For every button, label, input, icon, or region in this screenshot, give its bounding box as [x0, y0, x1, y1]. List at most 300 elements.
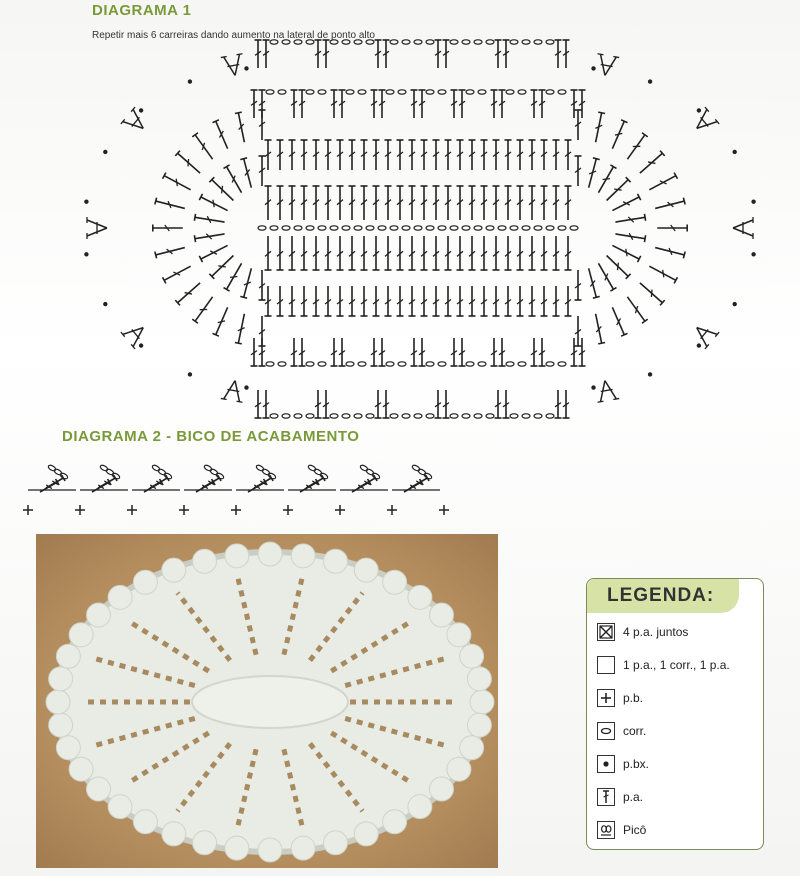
- diagram-1-chart: [0, 0, 800, 420]
- chain-symbol: [306, 414, 314, 418]
- chain-symbol: [417, 468, 426, 476]
- double-crochet-symbol: [529, 186, 536, 220]
- chain-symbol: [307, 464, 316, 472]
- double-crochet-symbol: [529, 140, 536, 170]
- chain-symbol: [426, 414, 434, 418]
- diagram-2-title: DIAGRAMA 2 - BICO DE ACABAMENTO: [62, 428, 360, 445]
- double-crochet-symbol: [611, 194, 641, 214]
- chain-symbol: [346, 362, 354, 366]
- double-crochet-symbol: [565, 186, 572, 220]
- double-crochet-symbol: [397, 236, 404, 270]
- double-crochet-symbol: [541, 286, 548, 316]
- double-crochet-symbol: [451, 90, 458, 118]
- foundation-chain: [366, 226, 374, 230]
- doily-scallop: [354, 558, 378, 582]
- double-crochet-symbol: [385, 286, 392, 316]
- double-crochet-symbol: [541, 140, 548, 170]
- legend-label: 1 p.a., 1 corr., 1 p.a.: [623, 658, 730, 672]
- double-crochet-symbol: [457, 286, 464, 316]
- double-crochet-symbol: [331, 338, 338, 366]
- double-crochet-symbol: [291, 338, 298, 366]
- double-crochet-symbol: [493, 186, 500, 220]
- slip-stitch-symbol: [697, 108, 701, 112]
- chain-symbol: [330, 414, 338, 418]
- doily-scallop: [383, 570, 407, 594]
- double-crochet-symbol: [469, 236, 476, 270]
- doily-scallop: [108, 585, 132, 609]
- chain-symbol: [53, 468, 62, 476]
- double-crochet-symbol: [575, 270, 582, 300]
- double-crochet-symbol: [383, 390, 390, 418]
- double-crochet-symbol: [265, 140, 272, 170]
- double-crochet-symbol: [625, 133, 648, 161]
- doily-scallop: [133, 570, 157, 594]
- double-crochet-symbol: [565, 286, 572, 316]
- foundation-chain: [378, 226, 386, 230]
- double-crochet-symbol: [541, 186, 548, 220]
- stitch-row-3: [265, 140, 572, 170]
- chain-symbol: [438, 362, 446, 366]
- double-crochet-symbol: [212, 120, 230, 150]
- edging-repeat-7: [335, 464, 388, 515]
- double-crochet-symbol: [301, 286, 308, 316]
- double-crochet-symbol: [611, 242, 641, 262]
- chain-symbol: [270, 40, 278, 44]
- double-crochet-symbol: [315, 390, 322, 418]
- slip-stitch-symbol: [244, 66, 248, 70]
- legend-title: LEGENDA:: [607, 585, 715, 606]
- edging-repeat-4: [179, 464, 232, 515]
- double-crochet-symbol: [313, 140, 320, 170]
- double-crochet-symbol: [259, 316, 266, 346]
- slip-stitch-symbol: [732, 302, 736, 306]
- double-crochet-symbol: [212, 306, 230, 336]
- foundation-chain: [318, 226, 326, 230]
- double-crochet-symbol: [495, 40, 502, 68]
- edging-repeat-2: [75, 464, 128, 515]
- double-crochet-symbol: [277, 236, 284, 270]
- foundation-chain: [270, 226, 278, 230]
- double-crochet-symbol: [361, 286, 368, 316]
- double-crochet-symbol: [615, 214, 646, 226]
- double-crochet-symbol: [224, 165, 245, 194]
- double-crochet-symbol: [251, 90, 258, 118]
- slip-stitch-symbol: [103, 302, 107, 306]
- legend-row: [597, 623, 757, 645]
- diagram-1-title: DIAGRAMA 1: [92, 2, 192, 19]
- foundation-chain: [462, 226, 470, 230]
- double-crochet-symbol: [277, 286, 284, 316]
- double-crochet-symbol: [433, 236, 440, 270]
- chain-symbol: [47, 464, 56, 472]
- cluster-symbol: [690, 319, 719, 349]
- chain-symbol: [522, 414, 530, 418]
- double-crochet-symbol: [541, 236, 548, 270]
- doily-scallop: [49, 667, 73, 691]
- double-crochet-symbol: [331, 90, 338, 118]
- chain-symbol: [157, 468, 166, 476]
- chain-symbol: [386, 362, 394, 366]
- slip-stitch-symbol: [84, 200, 88, 204]
- chain-symbol: [546, 362, 554, 366]
- double-crochet-symbol: [529, 286, 536, 316]
- doily-scallop: [225, 836, 249, 860]
- slip-stitch-symbol: [188, 79, 192, 83]
- double-crochet-symbol: [192, 295, 215, 323]
- double-crochet-symbol: [301, 236, 308, 270]
- chain-symbol: [474, 414, 482, 418]
- double-crochet-symbol: [481, 186, 488, 220]
- doily-scallop: [467, 713, 491, 737]
- doily-scallop: [354, 822, 378, 846]
- foundation-chain: [474, 226, 482, 230]
- edging-repeat-5: [231, 464, 284, 515]
- double-crochet-symbol: [265, 186, 272, 220]
- double-crochet-symbol: [638, 151, 665, 176]
- slip-stitch-symbol: [591, 385, 595, 389]
- cluster-symbol: [594, 54, 619, 78]
- legend-label: p.a.: [623, 790, 644, 804]
- foundation-chain: [402, 226, 410, 230]
- chain-symbol: [278, 90, 286, 94]
- chain-symbol: [411, 464, 420, 472]
- double-crochet-symbol: [563, 40, 570, 68]
- chain-symbol: [486, 414, 494, 418]
- double-crochet-symbol: [349, 286, 356, 316]
- double-crochet-symbol: [592, 112, 605, 143]
- double-crochet-symbol: [325, 140, 332, 170]
- double-crochet-symbol: [419, 338, 426, 366]
- double-crochet-symbol: [421, 236, 428, 270]
- double-crochet-symbol: [433, 140, 440, 170]
- legend-row: [597, 656, 757, 678]
- double-crochet-symbol: [654, 198, 685, 212]
- curved-end-right: [575, 54, 756, 403]
- slip-stitch-symbol: [591, 66, 595, 70]
- doily-scallop: [133, 810, 157, 834]
- double-crochet-symbol: [491, 338, 498, 366]
- double-crochet-symbol: [325, 286, 332, 316]
- foundation-chain: [522, 226, 530, 230]
- double-crochet-symbol: [235, 313, 248, 344]
- double-crochet-symbol: [199, 242, 229, 262]
- double-crochet-symbol: [553, 286, 560, 316]
- foundation-chain: [486, 226, 494, 230]
- chain-symbol: [466, 362, 474, 366]
- double-crochet-symbol: [517, 186, 524, 220]
- chain-symbol: [358, 362, 366, 366]
- double-crochet-symbol: [409, 286, 416, 316]
- double-crochet-symbol: [505, 186, 512, 220]
- double-crochet-symbol: [579, 90, 586, 118]
- double-crochet-symbol: [379, 90, 386, 118]
- double-crochet-symbol: [337, 140, 344, 170]
- double-crochet-symbol: [459, 338, 466, 366]
- double-crochet-symbol: [289, 286, 296, 316]
- doily-scallop: [86, 603, 110, 627]
- double-crochet-symbol: [199, 194, 229, 214]
- double-crochet-symbol: [571, 338, 578, 366]
- foundation-chain: [570, 226, 578, 230]
- chain-symbol: [510, 40, 518, 44]
- legend-row: [597, 755, 757, 777]
- double-crochet-symbol: [493, 236, 500, 270]
- double-crochet-symbol: [503, 40, 510, 68]
- double-crochet-symbol: [385, 236, 392, 270]
- chain-symbol: [282, 40, 290, 44]
- double-crochet-symbol: [505, 140, 512, 170]
- double-crochet-symbol: [503, 390, 510, 418]
- double-crochet-symbol: [419, 90, 426, 118]
- double-crochet-symbol: [565, 140, 572, 170]
- chain-symbol: [558, 90, 566, 94]
- doily-scallop: [460, 736, 484, 760]
- single-crochet-symbol: [231, 505, 241, 515]
- double-crochet-symbol: [648, 263, 678, 283]
- chain-symbol: [386, 90, 394, 94]
- doily-scallop: [291, 544, 315, 568]
- double-crochet-symbol: [255, 390, 262, 418]
- foundation-chain: [498, 226, 506, 230]
- chain-symbol: [354, 414, 362, 418]
- double-crochet-symbol: [445, 286, 452, 316]
- chain-symbol: [366, 40, 374, 44]
- chain-symbol: [99, 464, 108, 472]
- double-crochet-symbol: [435, 390, 442, 418]
- double-crochet-symbol: [373, 236, 380, 270]
- chain-symbol: [342, 40, 350, 44]
- double-crochet-symbol: [491, 90, 498, 118]
- doily-scallop: [258, 542, 282, 566]
- chain-symbol: [318, 90, 326, 94]
- dot-icon: [597, 755, 615, 773]
- outer-row-3: [255, 40, 570, 68]
- legend-label: p.b.: [623, 691, 644, 705]
- double-crochet-symbol: [339, 90, 346, 118]
- chain-symbol: [255, 464, 264, 472]
- double-crochet-symbol: [499, 90, 506, 118]
- double-crochet-symbol: [155, 198, 186, 212]
- doily-scallop: [408, 795, 432, 819]
- cluster-symbol: [594, 379, 619, 403]
- double-crochet-symbol: [361, 186, 368, 220]
- double-crochet-symbol: [531, 338, 538, 366]
- double-crochet-symbol: [337, 286, 344, 316]
- doily-scallop: [430, 603, 454, 627]
- double-crochet-symbol: [493, 286, 500, 316]
- chain-symbol: [203, 464, 212, 472]
- empty-box-icon: [597, 656, 615, 674]
- double-crochet-symbol: [575, 316, 582, 346]
- cluster-symbol: [87, 217, 107, 239]
- double-crochet-symbol: [495, 390, 502, 418]
- diagram-1-subtitle: Repetir mais 6 carreiras dando aumento na lateral de ponto alto: [92, 30, 375, 41]
- double-crochet-symbol: [175, 280, 202, 305]
- double-crochet-symbol: [313, 286, 320, 316]
- doily-illustration: [36, 534, 498, 868]
- chain-symbol: [534, 414, 542, 418]
- curved-end-left: [84, 54, 265, 403]
- double-crochet-symbol: [409, 236, 416, 270]
- chain-symbol: [474, 40, 482, 44]
- chain-symbol: [558, 362, 566, 366]
- chain-symbol: [365, 468, 374, 476]
- doily-scallop: [258, 838, 282, 862]
- double-crochet-symbol: [579, 338, 586, 366]
- foundation-chain: [546, 226, 554, 230]
- double-crochet-symbol: [361, 236, 368, 270]
- double-crochet-symbol: [609, 306, 627, 336]
- chain-symbol: [306, 40, 314, 44]
- slip-stitch-symbol: [732, 150, 736, 154]
- chain-symbol: [366, 414, 374, 418]
- doily-center: [192, 676, 348, 728]
- chain-symbol: [390, 40, 398, 44]
- double-crochet-symbol: [421, 140, 428, 170]
- double-crochet-symbol: [263, 40, 270, 68]
- double-crochet-symbol: [155, 244, 186, 258]
- double-crochet-symbol: [505, 236, 512, 270]
- legend-label: corr.: [623, 724, 647, 738]
- double-crochet-symbol: [469, 286, 476, 316]
- chain-symbol: [282, 414, 290, 418]
- double-crochet-symbol: [555, 40, 562, 68]
- doily-scallop: [467, 667, 491, 691]
- chain-symbol: [151, 464, 160, 472]
- doily-scallop: [383, 810, 407, 834]
- cluster-symbol: [690, 107, 719, 137]
- double-crochet-symbol: [443, 40, 450, 68]
- chain-symbol: [358, 90, 366, 94]
- doily-scallop: [225, 544, 249, 568]
- doily-scallop: [408, 585, 432, 609]
- double-crochet-symbol: [255, 40, 262, 68]
- x-box-icon: [597, 623, 615, 641]
- double-crochet-symbol: [349, 186, 356, 220]
- slip-stitch-symbol: [84, 252, 88, 256]
- double-crochet-symbol: [277, 140, 284, 170]
- double-crochet-symbol: [457, 186, 464, 220]
- foundation-chain: [354, 226, 362, 230]
- double-crochet-symbol: [313, 186, 320, 220]
- double-crochet-symbol: [575, 156, 582, 186]
- double-crochet-symbol: [595, 165, 616, 194]
- doily-scallop: [56, 736, 80, 760]
- double-crochet-symbol: [481, 236, 488, 270]
- chain-symbol: [510, 414, 518, 418]
- double-crochet-symbol: [531, 90, 538, 118]
- doily-scallop: [69, 757, 93, 781]
- double-crochet-symbol: [301, 186, 308, 220]
- chain-symbol: [462, 414, 470, 418]
- double-crochet-symbol: [289, 236, 296, 270]
- chain-symbol: [518, 362, 526, 366]
- double-crochet-symbol: [289, 186, 296, 220]
- chain-symbol: [398, 90, 406, 94]
- chain-symbol: [318, 362, 326, 366]
- double-crochet-symbol: [481, 286, 488, 316]
- double-crochet-symbol: [259, 156, 266, 186]
- chain-symbol: [266, 90, 274, 94]
- chain-symbol: [359, 464, 368, 472]
- single-crochet-symbol: [127, 505, 137, 515]
- single-crochet-symbol: [335, 505, 345, 515]
- foundation-chain: [294, 226, 302, 230]
- double-crochet-symbol: [337, 236, 344, 270]
- chain-symbol: [330, 40, 338, 44]
- double-crochet-symbol: [505, 286, 512, 316]
- foundation-chain: [414, 226, 422, 230]
- double-crochet-icon: [597, 788, 615, 806]
- legend-label: Picô: [623, 823, 647, 837]
- double-crochet-symbol: [604, 177, 630, 203]
- foundation-chain: [558, 226, 566, 230]
- chain-symbol: [450, 40, 458, 44]
- double-crochet-symbol: [265, 286, 272, 316]
- foundation-chain: [330, 226, 338, 230]
- foundation-chain: [534, 226, 542, 230]
- double-crochet-symbol: [435, 40, 442, 68]
- finished-doily-photo: [36, 534, 498, 868]
- double-crochet-symbol: [654, 244, 685, 258]
- double-crochet-symbol: [409, 140, 416, 170]
- legend-row: [597, 722, 757, 744]
- double-crochet-symbol: [373, 140, 380, 170]
- chain-symbol: [209, 468, 218, 476]
- double-crochet-symbol: [469, 140, 476, 170]
- double-crochet-symbol: [457, 236, 464, 270]
- doily-scallop: [56, 644, 80, 668]
- double-crochet-symbol: [175, 151, 202, 176]
- legend-label: p.bx.: [623, 757, 650, 771]
- foundation-chain: [510, 226, 518, 230]
- outer-row-1: [251, 90, 586, 118]
- slip-stitch-symbol: [697, 343, 701, 347]
- slip-stitch-symbol: [648, 79, 652, 83]
- doily-scallop: [460, 644, 484, 668]
- chain-symbol: [426, 362, 434, 366]
- chain-symbol: [402, 414, 410, 418]
- doily-scallop: [324, 831, 348, 855]
- chain-symbol: [354, 40, 362, 44]
- chain-symbol: [266, 362, 274, 366]
- doily-scallop: [192, 549, 216, 573]
- chain-symbol: [506, 362, 514, 366]
- chain-oval-icon: [597, 722, 615, 740]
- double-crochet-symbol: [323, 40, 330, 68]
- double-crochet-symbol: [529, 236, 536, 270]
- single-crochet-symbol: [23, 505, 33, 515]
- chain-symbol: [278, 362, 286, 366]
- slip-stitch-symbol: [139, 343, 143, 347]
- double-crochet-symbol: [325, 186, 332, 220]
- double-crochet-symbol: [235, 112, 248, 143]
- chain-symbol: [466, 90, 474, 94]
- chain-symbol: [398, 362, 406, 366]
- double-crochet-symbol: [301, 140, 308, 170]
- chain-symbol: [506, 90, 514, 94]
- double-crochet-symbol: [421, 286, 428, 316]
- double-crochet-symbol: [240, 158, 254, 189]
- double-crochet-symbol: [192, 133, 215, 161]
- chain-symbol: [478, 362, 486, 366]
- double-crochet-symbol: [411, 338, 418, 366]
- doily-scallop: [46, 690, 70, 714]
- chain-symbol: [426, 40, 434, 44]
- cluster-symbol: [733, 217, 753, 239]
- double-crochet-symbol: [299, 338, 306, 366]
- chain-symbol: [546, 90, 554, 94]
